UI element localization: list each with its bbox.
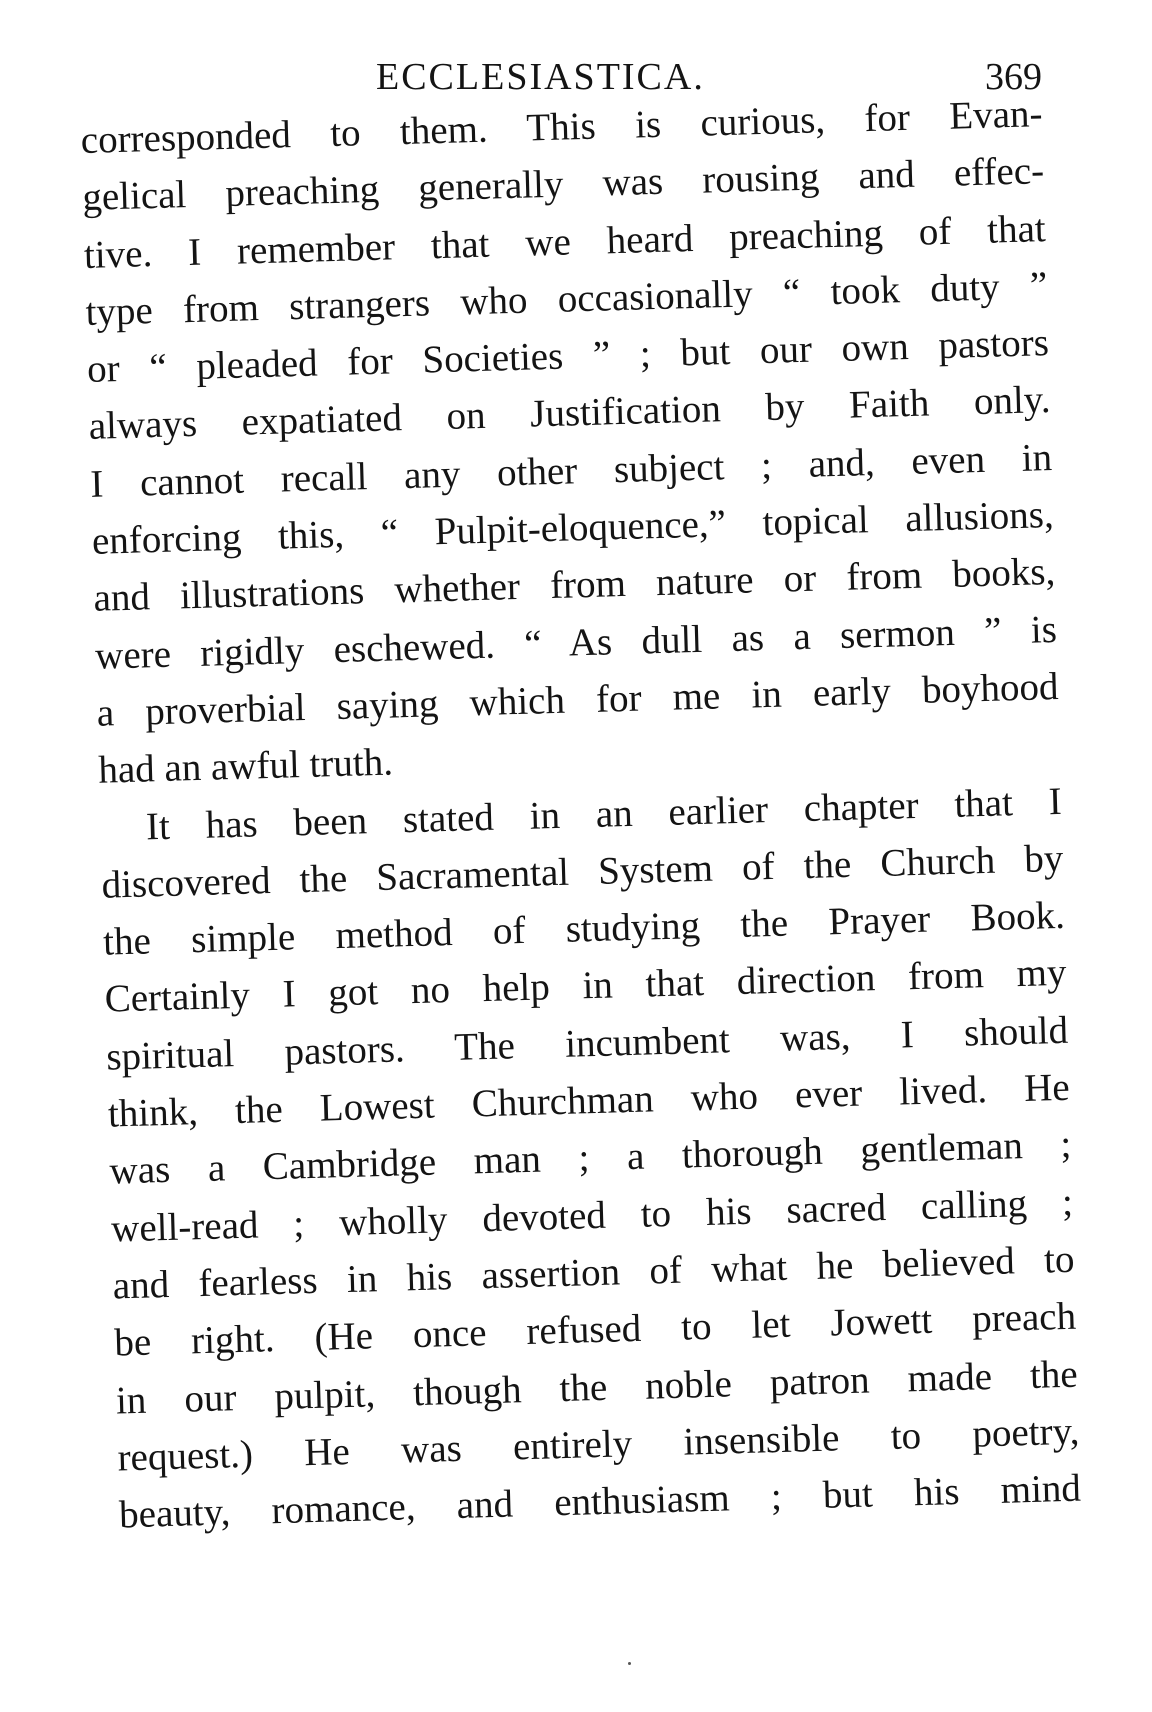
text-line: had an awful truth. <box>97 740 394 793</box>
text-line: discovered the Sacramental System of the Church by <box>100 836 1064 907</box>
text-line: It has been stated in an earlier chapter that I <box>145 779 1063 848</box>
text-line: I cannot recall any other subject ; and, even in <box>89 435 1053 506</box>
ink-speck <box>628 1662 631 1665</box>
text-line: request.) He was entirely insensible to poetry, <box>116 1409 1080 1480</box>
text-line: well-read ; wholly devoted to his sacred calling ; <box>110 1180 1074 1251</box>
text-line: a proverbial saying which for me in early boyhood <box>96 664 1060 735</box>
page-number: 369 <box>985 56 1042 98</box>
paragraph-2 <box>99 772 1081 1543</box>
text-line: the simple method of studying the Prayer Book. <box>102 893 1066 964</box>
text-line: be right. (He once refused to let Jowett preach <box>113 1294 1077 1365</box>
text-line: spiritual pastors. The incumbent was, I should <box>105 1008 1069 1079</box>
text-line: think, the Lowest Churchman who ever lived. He <box>107 1065 1071 1136</box>
text-line: type from strangers who occasionally “ took duty ” <box>84 263 1048 334</box>
text-body <box>80 85 1082 1544</box>
text-line: corresponded to them. This is curious, for Evan- <box>80 92 1044 162</box>
text-line: Certainly I got no help in that direction from my <box>104 951 1068 1022</box>
text-line: were rigidly eschewed. “ As dull as a sermon ” is <box>94 607 1058 678</box>
text-line: in our pulpit, though the noble patron made the <box>115 1352 1079 1423</box>
text-line: was a Cambridge man ; a thorough gentleman ; <box>108 1123 1072 1193</box>
text-line: enforcing this, “ Pulpit-eloquence,” topical allusions, <box>91 493 1055 563</box>
text-line: always expatiated on Justification by Faith only. <box>88 378 1052 449</box>
text-line: or “ pleaded for Societies ” ; but our own pastors <box>86 321 1050 392</box>
running-title: ECCLESIASTICA. <box>376 56 705 98</box>
text-line: gelical preaching generally was rousing and effec- <box>81 149 1045 220</box>
text-line: beauty, romance, and enthusiasm ; but his mind <box>118 1466 1082 1537</box>
paragraph-1 <box>80 85 1061 799</box>
text-line: and illustrations whether from nature or from books, <box>92 550 1056 621</box>
text-line: tive. I remember that we heard preaching of that <box>83 206 1047 277</box>
text-line: and fearless in his assertion of what he believed to <box>112 1237 1076 1308</box>
